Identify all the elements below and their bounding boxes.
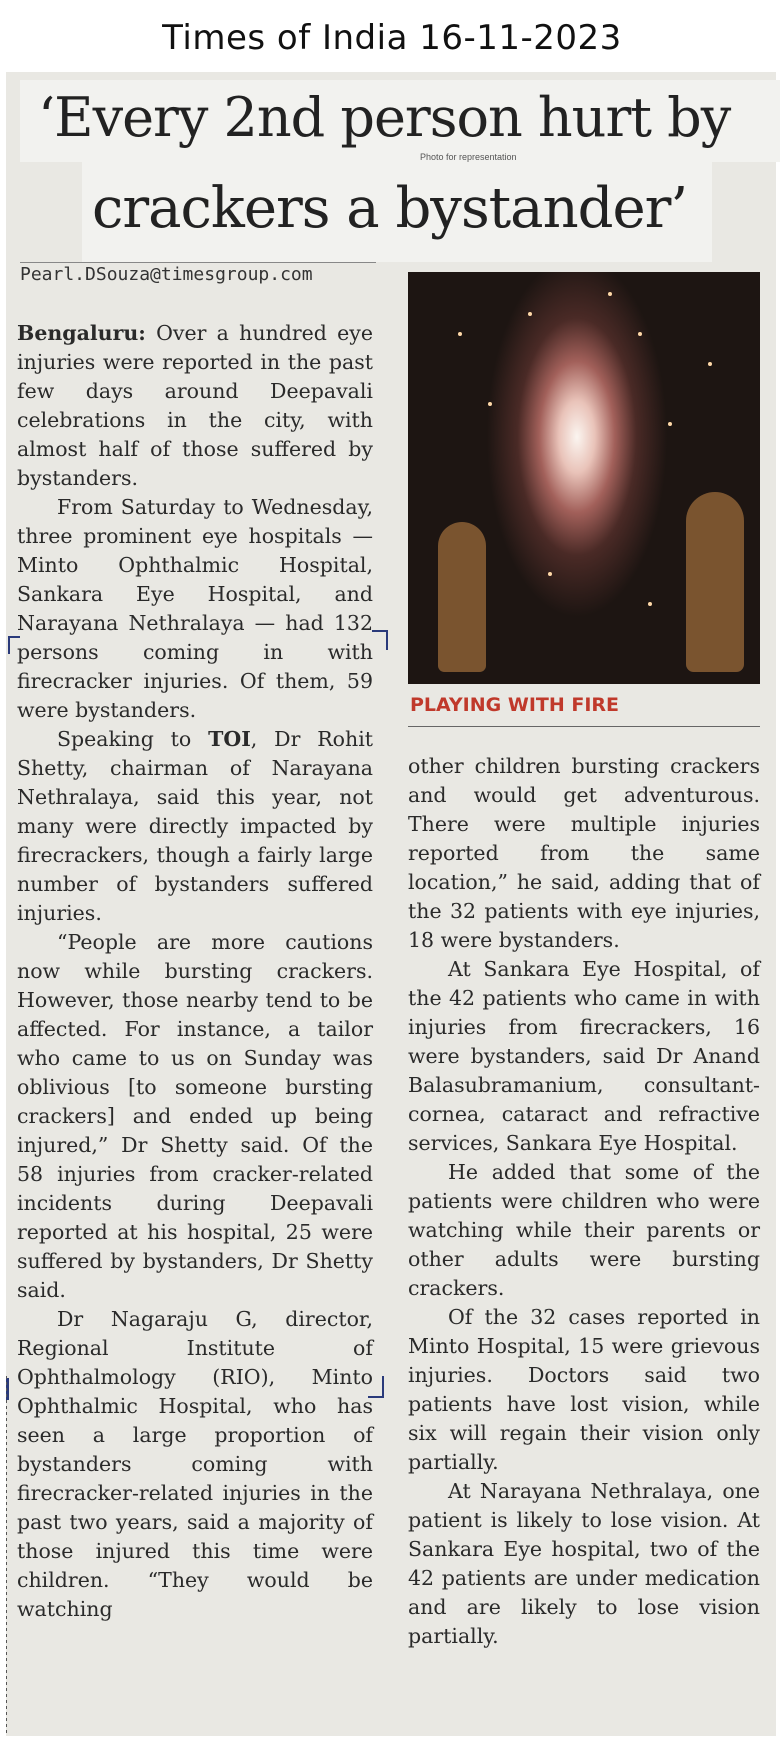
byline: Pearl.DSouza@timesgroup.com <box>20 264 313 285</box>
paragraph-text: Over a hundred eye injuries were reported in the past few days around Deepavali celebrations in the city, with almost half of those suffered by bystanders. <box>17 321 373 490</box>
spark <box>668 422 672 426</box>
person-silhouette-left <box>438 522 486 672</box>
person-silhouette-right <box>686 492 744 672</box>
spark <box>458 332 462 336</box>
photo-caption-rule <box>408 726 760 727</box>
paragraph: other children bursting crackers and would get adventurous. There were multiple injuries reported from the same location,” he said, adding that of the 32 patients with eye injuries, 18 were bystanders. <box>408 754 760 952</box>
clipping-cut-line <box>6 1376 7 1736</box>
pen-mark-tick-left <box>6 1378 17 1400</box>
headline-line-2-box <box>82 162 712 262</box>
spark <box>548 572 552 576</box>
headline-line-1-box <box>20 80 780 162</box>
photo-credit: Photo for representation <box>420 152 517 162</box>
paragraph: At Sankara Eye Hospital, of the 42 patients who came in with injuries from firecrackers, 16 were bystanders, said Dr Anand Balasubramanium, consultant-cornea, cataract and refractive services, Sankara Eye Hospital. <box>408 957 760 1155</box>
pen-mark-tick-right <box>368 1376 384 1398</box>
paragraph <box>17 725 373 928</box>
headline-line-2: crackers a bystander’ <box>92 176 688 241</box>
byline-rule <box>20 262 376 263</box>
headline-line-1: ‘Every 2nd person hurt by <box>38 86 731 149</box>
paragraph: Of the 32 cases reported in Minto Hospital, 15 were grievous injuries. Doctors said two patients have lost vision, while six will regain their vision only partially. <box>408 1305 760 1474</box>
paragraph <box>17 319 373 493</box>
paragraph: Dr Nagaraju G, director, Regional Institute of Ophthalmology (RIO), Minto Ophthalmic Hospital, who has seen a large proportion of bystanders coming with firecracker-related injuries in the past two years, said a majority of those injured this time were children. “They would be watching <box>17 1307 373 1621</box>
paragraph: He added that some of the patients were children who were watching while their parents or other adults were bursting crackers. <box>408 1160 760 1300</box>
publication-name: TOI <box>208 727 251 751</box>
dateline: Bengaluru: <box>17 321 146 345</box>
paragraph-text: Speaking to <box>57 727 209 751</box>
paragraph: “People are more cautions now while bursting crackers. However, those nearby tend to be affected. For instance, a tailor who came to us on Sunday was oblivious [to someone bursting crackers] and ended up being injured,” Dr Shetty said. Of the 58 injuries from cracker-related incidents during Deepavali reported at his hospital, 25 were suffered by bystanders, Dr Shetty said. <box>17 930 373 1302</box>
article-column-left <box>17 319 373 1624</box>
spark <box>638 332 642 336</box>
fireworks-photo <box>408 272 760 684</box>
paragraph-text: , Dr Rohit Shetty, chairman of Narayana Nethralaya, said this year, not many were directly impacted by firecrackers, though a fairly large number of bystanders suffered injuries. <box>17 727 374 925</box>
spark <box>708 362 712 366</box>
spark <box>608 292 612 296</box>
pen-mark-bracket-right <box>372 630 388 650</box>
spark <box>528 312 532 316</box>
paragraph: At Narayana Nethralaya, one patient is likely to lose vision. At Sankara Eye hospital, two of the 42 patients are under medication and are likely to lose vision partially. <box>408 1479 760 1648</box>
paragraph: From Saturday to Wednesday, three prominent eye hospitals — Minto Ophthalmic Hospital, Sankara Eye Hospital, and Narayana Nethralaya — had 132 persons coming in with firecracker injuries. Of them, 59 were bystanders. <box>17 495 373 722</box>
spark <box>648 602 652 606</box>
article-column-right <box>408 752 760 1651</box>
photo-caption: PLAYING WITH FIRE <box>410 694 620 716</box>
image-caption: Times of India 16-11-2023 <box>162 18 622 58</box>
spark <box>488 402 492 406</box>
pen-mark-bracket-left <box>8 636 20 654</box>
